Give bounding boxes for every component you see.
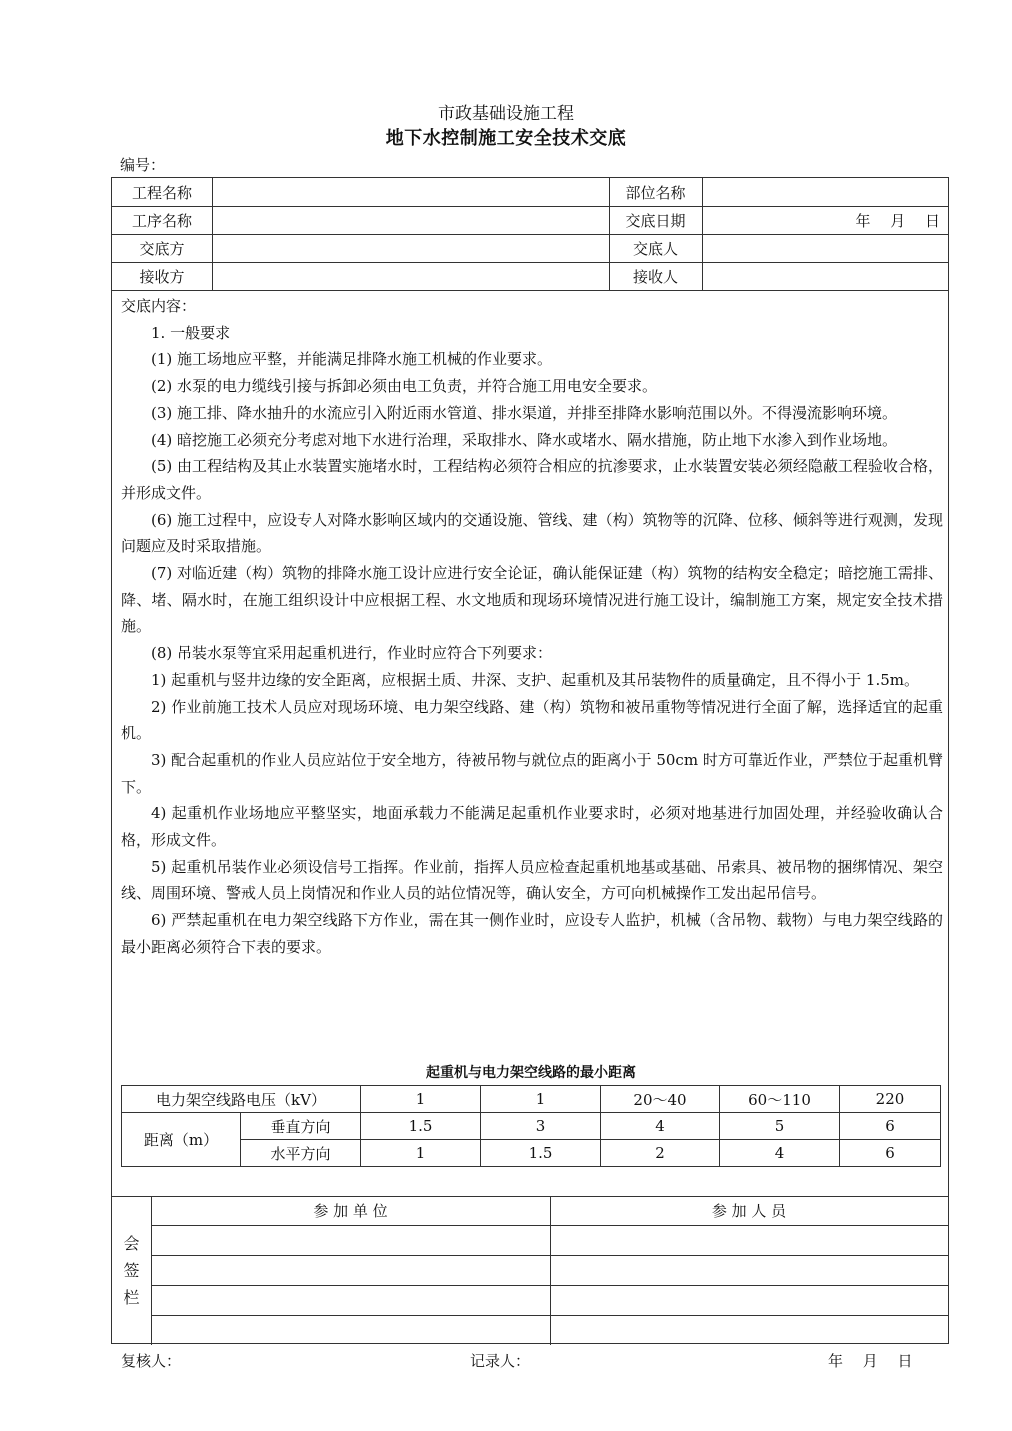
receiver-party-field[interactable] <box>212 262 609 290</box>
voltage-cell: 20～40 <box>601 1086 720 1113</box>
giver-party-field[interactable] <box>212 234 609 262</box>
content-paragraph: 1. 一般要求 <box>151 323 231 342</box>
content-paragraph: (3) 施工排、降水抽升的水流应引入附近雨水管道、排水渠道，并排至排降水影响范围以外。不得漫流影响环境。 <box>151 403 898 422</box>
giver-party-label: 交底方 <box>139 239 185 258</box>
date-field[interactable]: 年 月 日 <box>855 211 940 230</box>
unit-field[interactable] <box>152 1286 549 1315</box>
date-label: 交底日期 <box>625 211 686 230</box>
voltage-cell: 220 <box>840 1086 941 1113</box>
content-paragraph: (8) 吊装水泵等宜采用起重机进行，作业时应符合下列要求： <box>151 644 553 663</box>
disclosure-content <box>121 293 943 961</box>
content-label: 交底内容： <box>121 297 197 315</box>
people-field[interactable] <box>551 1226 947 1255</box>
table-row <box>122 1140 941 1167</box>
people-header: 参 加 人 员 <box>711 1202 787 1220</box>
vertical-cell: 3 <box>481 1113 601 1140</box>
vertical-label-cell: 垂直方向 <box>241 1113 361 1140</box>
footer-date: 年 月 日 <box>828 1352 913 1370</box>
content-paragraph: (2) 水泵的电力缆线引接与拆卸必须由电工负责，并符合施工用电安全要求。 <box>151 377 658 396</box>
signature-side-label <box>112 1196 151 1345</box>
people-field[interactable] <box>551 1286 947 1315</box>
receiver-person-label: 接收人 <box>632 267 678 286</box>
content-paragraph: 5) 起重机吊装作业必须设信号工指挥。作业前，指挥人员应检查起重机地基或基础、吊索具、被吊物的捆绑情况、架空线、周围环境、警戒人员上岗情况和作业人员的站位情况等，确认安全，方可向机械操作工发出起吊信号。 <box>121 857 943 903</box>
giver-person-label: 交底人 <box>632 239 678 258</box>
table-row <box>122 1113 941 1140</box>
horizontal-label-cell: 水平方向 <box>241 1140 361 1167</box>
horizontal-cell: 1 <box>361 1140 481 1167</box>
content-paragraph: 4) 起重机作业场地应平整坚实，地面承载力不能满足起重机作业要求时，必须对地基进行加固处理，并经验收确认合格，形成文件。 <box>121 804 943 850</box>
number-label: 编号： <box>120 156 166 174</box>
receiver-person-field[interactable] <box>702 262 948 290</box>
project-name-field[interactable] <box>212 178 609 206</box>
process-name-field[interactable] <box>212 206 609 234</box>
part-name-field[interactable] <box>702 178 948 206</box>
signature-side-char: 栏 <box>123 1288 140 1307</box>
distance-table-title: 起重机与电力架空线路的最小距离 <box>426 1065 636 1081</box>
content-paragraph: (4) 暗挖施工必须充分考虑对地下水进行治理，采取排水、降水或堵水、隔水措施，防止地下水渗入到作业场地。 <box>151 430 898 449</box>
unit-field[interactable] <box>152 1316 549 1344</box>
distance-table <box>121 1085 941 1167</box>
document-subtitle: 市政基础设施工程 <box>438 104 574 124</box>
people-field[interactable] <box>551 1256 947 1285</box>
vertical-cell: 4 <box>601 1113 720 1140</box>
horizontal-cell: 6 <box>840 1140 941 1167</box>
voltage-label-cell: 电力架空线路电压（kV） <box>122 1086 361 1113</box>
unit-field[interactable] <box>152 1226 549 1255</box>
vertical-cell: 1.5 <box>361 1113 481 1140</box>
document-title: 地下水控制施工安全技术交底 <box>385 128 627 149</box>
voltage-cell: 1 <box>481 1086 601 1113</box>
content-paragraph: 2) 作业前施工技术人员应对现场环境、电力架空线路、建（构）筑物和被吊重物等情况进行全面了解，选择适宜的起重机。 <box>121 697 943 743</box>
recorder-label: 记录人： <box>470 1352 531 1370</box>
content-paragraph: (6) 施工过程中，应设专人对降水影响区域内的交通设施、管线、建（构）筑物等的沉降、位移、倾斜等进行观测，发现问题应及时采取措施。 <box>121 510 943 556</box>
signature-side-char: 会 <box>123 1234 140 1253</box>
giver-person-field[interactable] <box>702 234 948 262</box>
project-name-label: 工程名称 <box>131 183 192 202</box>
unit-field[interactable] <box>152 1256 549 1285</box>
content-paragraph: (7) 对临近建（构）筑物的排降水施工设计应进行安全论证，确认能保证建（构）筑物的结构安全稳定；暗挖施工需排、降、堵、隔水时，在施工组织设计中应根据工程、水文地质和现场环境情况进行施工设计，编制施工方案，规定安全技术措施。 <box>121 564 943 636</box>
horizontal-cell: 2 <box>601 1140 720 1167</box>
content-paragraph: 6) 严禁起重机在电力架空线路下方作业，需在其一侧作业时，应设专人监护，机械（含吊物、载物）与电力架空线路的最小距离必须符合下表的要求。 <box>121 911 943 956</box>
horizontal-cell: 1.5 <box>481 1140 601 1167</box>
reviewer-label: 复核人： <box>121 1352 182 1370</box>
voltage-cell: 60～110 <box>720 1086 840 1113</box>
vertical-cell: 5 <box>720 1113 840 1140</box>
vertical-cell: 6 <box>840 1113 941 1140</box>
voltage-cell: 1 <box>361 1086 481 1113</box>
content-paragraph: 1) 起重机与竖井边缘的安全距离，应根据土质、井深、支护、起重机及其吊装物件的质量确定，且不得小于 1.5m。 <box>151 670 920 689</box>
row-divider <box>112 290 948 291</box>
content-paragraph: 3) 配合起重机的作业人员应站位于安全地方，待被吊物与就位点的距离小于 50cm 时方可靠近作业，严禁位于起重机臂下。 <box>121 750 943 796</box>
disclosure-form <box>111 177 949 1344</box>
content-paragraph: (5) 由工程结构及其止水装置实施堵水时，工程结构必须符合相应的抗渗要求，止水装置安装必须经隐蔽工程验收合格，并形成文件。 <box>121 457 943 502</box>
unit-header: 参 加 单 位 <box>313 1202 388 1220</box>
horizontal-cell: 4 <box>720 1140 840 1167</box>
people-field[interactable] <box>551 1316 947 1344</box>
signature-side-char: 签 <box>123 1261 140 1280</box>
process-name-label: 工序名称 <box>131 211 192 230</box>
table-row <box>122 1086 941 1113</box>
receiver-party-label: 接收方 <box>139 267 185 286</box>
part-name-label: 部位名称 <box>625 183 686 202</box>
distance-label-cell: 距离（m） <box>122 1113 241 1167</box>
content-paragraph: (1) 施工场地应平整，并能满足排降水施工机械的作业要求。 <box>151 350 553 369</box>
